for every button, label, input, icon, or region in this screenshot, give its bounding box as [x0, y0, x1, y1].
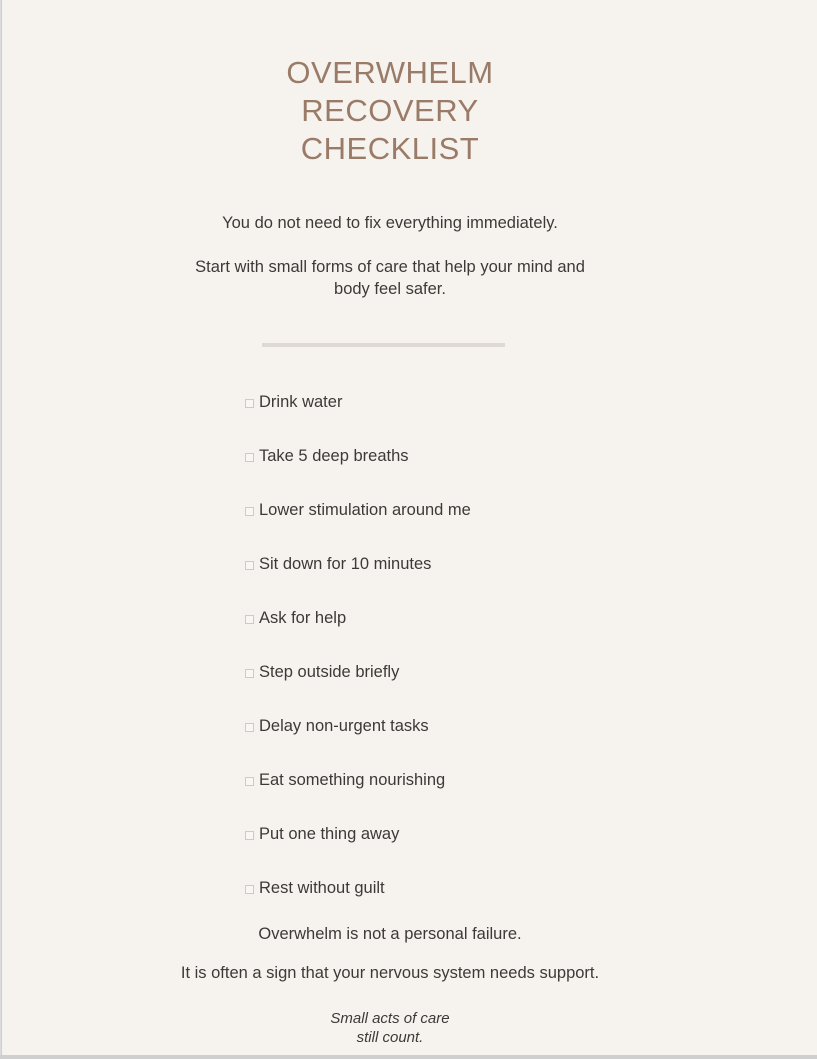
checkbox[interactable]	[245, 507, 254, 516]
checkbox[interactable]	[245, 669, 254, 678]
checklist-item[interactable]	[245, 498, 471, 552]
section-divider	[262, 343, 505, 347]
closing-line-1: Overwhelm is not a personal failure.	[258, 925, 522, 943]
document-page	[1, 0, 817, 1055]
checklist-item-label: Step outside briefly	[259, 663, 400, 681]
intro-line-1: You do not need to fix everything immediately.	[222, 214, 558, 232]
signoff-line-2: still count.	[356, 1029, 424, 1046]
checkbox[interactable]	[245, 723, 254, 732]
checkbox[interactable]	[245, 831, 254, 840]
checklist-item-label: Drink water	[259, 393, 343, 411]
checklist-item[interactable]	[245, 606, 471, 660]
checkbox[interactable]	[245, 777, 254, 786]
checklist-item-label: Put one thing away	[259, 825, 400, 843]
checklist-item-label: Rest without guilt	[259, 879, 385, 897]
checklist-item[interactable]	[245, 822, 471, 876]
checklist-item[interactable]	[245, 714, 471, 768]
checkbox[interactable]	[245, 453, 254, 462]
checklist-item-label: Lower stimulation around me	[259, 501, 471, 519]
closing-line-2: It is often a sign that your nervous system needs support.	[180, 964, 600, 982]
title-line-1: OVERWHELM	[286, 55, 494, 90]
checklist-item[interactable]	[245, 390, 471, 444]
recovery-checklist	[245, 390, 471, 906]
checklist-item-label: Ask for help	[259, 609, 347, 627]
checklist-item-label: Take 5 deep breaths	[259, 447, 409, 465]
signoff-line-1: Small acts of care	[330, 1010, 450, 1027]
checkbox[interactable]	[245, 561, 254, 570]
page-bottom-edge	[0, 1055, 817, 1059]
checklist-item[interactable]	[245, 876, 471, 906]
signoff	[2, 1009, 778, 1047]
checklist-item-label: Delay non-urgent tasks	[259, 717, 429, 735]
checkbox[interactable]	[245, 885, 254, 894]
checklist-item[interactable]	[245, 768, 471, 822]
intro-line-2-text: Start with small forms of care that help your mind and body feel safer.	[195, 258, 585, 298]
title-line-3: CHECKLIST	[300, 131, 480, 166]
checklist-item[interactable]	[245, 660, 471, 714]
checkbox[interactable]	[245, 615, 254, 624]
checklist-item[interactable]	[245, 552, 471, 606]
checklist-item[interactable]	[245, 444, 471, 498]
checklist-item-label: Eat something nourishing	[259, 771, 446, 789]
checklist-item-label: Sit down for 10 minutes	[259, 555, 432, 573]
checkbox[interactable]	[245, 399, 254, 408]
intro-line-2	[2, 256, 778, 300]
title-line-2: RECOVERY	[301, 93, 479, 128]
page-title	[2, 54, 778, 168]
